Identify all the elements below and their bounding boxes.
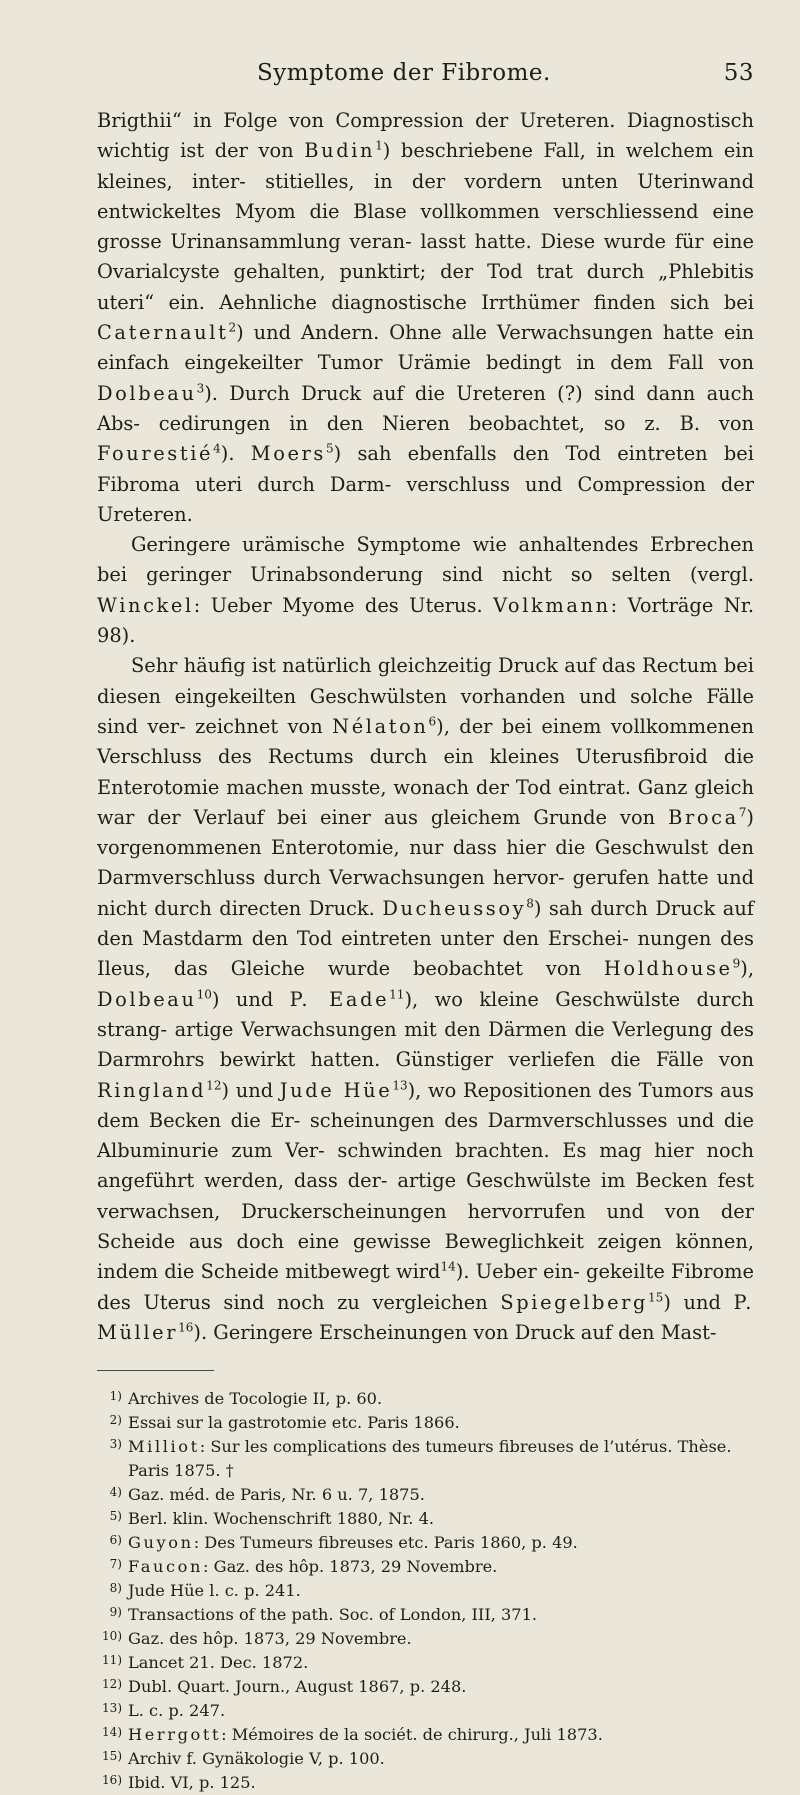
footnote-ref: 6 <box>428 714 437 729</box>
footnote-ref: 1 <box>375 138 383 153</box>
footnote <box>97 1507 754 1531</box>
footnote-ref: 13 <box>392 1078 408 1093</box>
footnote-text <box>128 1771 754 1795</box>
footnote <box>97 1387 754 1411</box>
footnote-number: 6) <box>109 1533 122 1548</box>
footnote <box>97 1579 754 1603</box>
text-run: Archives de Tocologie II, p. 60. <box>128 1389 383 1409</box>
footnote <box>97 1651 754 1675</box>
text-run: ) und <box>211 987 290 1011</box>
footnote-text <box>128 1387 754 1411</box>
text-run: Essai sur la gastrotomie etc. Paris 1866. <box>128 1413 460 1433</box>
page-number: 53 <box>723 60 754 86</box>
text-run: ) beschriebene Fall, in welchem ein kleines, inter- stitielles, in der vordern unten Uterinwand entwickeltes Myom die Blase vollkommen verschliessend eine grosse Urinansammlung veran- lasst hatte. Diese wurde für eine Ovarialcyste gehalten, punktirt; der Tod trat durch „Phlebitis uteri“ ein. Aehnliche diagnostische Irrthümer finden sich bei <box>97 139 754 314</box>
footnote-number: 2) <box>109 1413 122 1428</box>
text-run: Transactions of the path. Soc. of London, III, 371. <box>128 1605 538 1625</box>
text-run: Sehr häufig ist natürlich gleichzeitig Druck auf das Rectum bei diesen eingekeilten Geschwülsten vorhanden und solche Fälle sind ver- zeichnet von <box>97 654 754 738</box>
footnote-ref: 7 <box>738 805 747 820</box>
footnote-number: 7) <box>109 1557 122 1572</box>
footnote-text <box>128 1555 754 1579</box>
author-name: Broca <box>668 805 739 829</box>
text-run: ). Durch Druck auf die Ureteren (?) sind dann auch Abs- cedirungen in den Nieren beobachtet, so z. B. von <box>97 381 754 435</box>
text-run: : Sur les complications des tumeurs fibreuses de l’utérus. Thèse. Paris 1875. † <box>128 1437 732 1481</box>
footnote <box>97 1747 754 1771</box>
footnote-number: 15) <box>102 1749 122 1764</box>
footnote-ref: 3 <box>196 381 205 396</box>
footnote <box>97 1771 754 1795</box>
footnotes <box>97 1387 754 1795</box>
footnote-number: 11) <box>102 1653 122 1668</box>
footnote-text <box>128 1723 754 1747</box>
running-header <box>97 52 754 92</box>
footnote-number: 13) <box>102 1701 122 1716</box>
footnote-ref: 5 <box>325 441 334 456</box>
footnote <box>97 1483 754 1507</box>
footnote-number: 4) <box>109 1485 122 1500</box>
footnote-ref: 10 <box>196 987 212 1002</box>
footnote-text <box>128 1531 754 1555</box>
footnote-text <box>128 1483 754 1507</box>
footnote-number: 1) <box>109 1389 122 1404</box>
text-run: ). <box>220 442 251 466</box>
text-run: : Ueber Myome des Uterus. <box>193 593 494 617</box>
text-run: ) und <box>221 1078 280 1102</box>
footnote-text <box>128 1747 754 1771</box>
text-run: ). Geringere Erscheinungen von Druck auf den Mast- <box>193 1320 717 1344</box>
author-name: Guyon <box>128 1533 194 1553</box>
footnote <box>97 1435 754 1483</box>
footnote-separator <box>97 1370 214 1371</box>
footnote-ref: 15 <box>648 1290 664 1305</box>
text-run: : Gaz. des hôp. 1873, 29 Novembre. <box>203 1557 498 1577</box>
text-run: Berl. klin. Wochenschrift 1880, Nr. 4. <box>128 1509 435 1529</box>
footnote-number: 12) <box>102 1677 122 1692</box>
text-run: ) sah ebenfalls den Tod eintreten bei Fibroma uteri durch Darm- verschluss und Compression der Ureteren. <box>97 442 754 526</box>
author-name: Spiegelberg <box>500 1290 649 1314</box>
footnote <box>97 1675 754 1699</box>
author-name: Volkmann <box>493 593 611 617</box>
footnote <box>97 1411 754 1435</box>
footnote-text <box>128 1435 754 1483</box>
author-name: Ducheussoy <box>382 896 527 920</box>
author-name: P. Eade <box>289 987 390 1011</box>
body-text <box>97 106 754 1348</box>
footnote <box>97 1603 754 1627</box>
footnote <box>97 1555 754 1579</box>
text-run: ) und <box>663 1290 734 1314</box>
text-run: Gaz. méd. de Paris, Nr. 6 u. 7, 1875. <box>128 1485 425 1505</box>
author-name: Milliot <box>128 1437 200 1457</box>
footnote-text <box>128 1603 754 1627</box>
text-run: : Mémoires de la sociét. de chirurg., Juli 1873. <box>221 1725 603 1745</box>
footnote-ref: 11 <box>389 987 405 1002</box>
author-name: Budin <box>304 139 376 163</box>
footnote-number: 8) <box>109 1581 122 1596</box>
running-title: Symptome der Fibrome. <box>257 60 551 86</box>
footnote-ref: 2 <box>228 320 237 335</box>
author-name: Herrgott <box>128 1725 222 1745</box>
footnote-text <box>128 1651 754 1675</box>
footnote-text <box>128 1627 754 1651</box>
author-name: Caternault <box>97 321 229 345</box>
author-name: Holdhouse <box>603 957 733 981</box>
text-run: Brigthii“ in Folge von Compression der Ureteren. Diagnostisch wichtig ist der von <box>97 109 754 163</box>
author-name: Ringland <box>97 1078 207 1102</box>
text-run: ) vorgenommenen Enterotomie, nur dass hier die Geschwulst den Darmverschluss durch Verwachsungen hervor- gerufen hatte und nicht durch directen Druck. <box>97 805 754 920</box>
text-run: Ibid. VI, p. 125. <box>128 1773 256 1793</box>
footnote-number: 5) <box>109 1509 122 1524</box>
footnote <box>97 1723 754 1747</box>
footnote-ref: 4 <box>213 441 221 456</box>
text-run: ), der bei einem vollkommenen Verschluss des Rectums durch ein kleines Uterusfibroid die Enterotomie machen musste, wonach der Tod eintrat. Ganz gleich war der Verlauf bei einer aus gleichem Grunde von <box>97 714 754 829</box>
text-run: ) und Andern. Ohne alle Verwachsungen hatte ein einfach eingekeilter Tumor Urämie bedingt in dem Fall von <box>97 321 754 375</box>
text-run: Jude Hüe l. c. p. 241. <box>128 1581 301 1601</box>
footnote <box>97 1627 754 1651</box>
text-run: : Vorträge Nr. 98). <box>97 593 754 648</box>
paragraph <box>97 651 754 1348</box>
footnote-number: 14) <box>102 1725 122 1740</box>
text-run: ), wo Repositionen des Tumors aus dem Becken die Er- scheinungen des Darmverschlusses und die Albuminurie zum Ver- schwinden brachten. Es mag hier noch angeführt werden, dass der- artige Geschwülste im Becken fest verwachsen, Druckerscheinungen hervorrufen und von der Scheide aus doch eine gewisse Beweglichkeit zeigen können, indem die Scheide mitbewegt wird <box>97 1078 754 1284</box>
author-name: Jude Hüe <box>279 1078 393 1102</box>
footnote-ref: 16 <box>178 1320 194 1335</box>
footnote-number: 3) <box>109 1437 122 1452</box>
text-run: : Des Tumeurs fibreuses etc. Paris 1860, p. 49. <box>193 1533 578 1553</box>
text-run: Geringere urämische Symptome wie anhaltendes Erbrechen bei geringer Urinabsonderung sind nicht so selten (vergl. <box>97 533 754 587</box>
text-run: Archiv f. Gynäkologie V, p. 100. <box>128 1749 385 1769</box>
footnote-number: 9) <box>109 1605 122 1620</box>
author-name: Nélaton <box>332 714 429 738</box>
paragraph <box>97 530 754 651</box>
author-name: Winckel <box>97 593 194 617</box>
author-name: Fourestié <box>97 442 214 466</box>
footnote-ref: 9 <box>732 956 741 971</box>
footnote-text <box>128 1699 754 1723</box>
text-run: ). Ueber ein- gekeilte Fibrome des Uterus sind noch zu vergleichen <box>97 1260 754 1314</box>
author-name: P. Müller <box>97 1290 754 1344</box>
footnote-ref: 12 <box>206 1078 222 1093</box>
text-run: Gaz. des hôp. 1873, 29 Novembre. <box>128 1629 412 1649</box>
author-name: Moers <box>250 442 326 466</box>
footnote-text <box>128 1675 754 1699</box>
footnote-ref: 14 <box>440 1259 456 1274</box>
footnote-ref: 8 <box>526 896 534 911</box>
footnote-number: 10) <box>102 1629 122 1644</box>
footnote <box>97 1531 754 1555</box>
text-run: ) sah durch Druck auf den Mastdarm den Tod eintreten unter den Erschei- nungen des Ileus, das Gleiche wurde beobachtet von <box>97 896 754 981</box>
author-name: Faucon <box>128 1557 204 1577</box>
footnote-text <box>128 1411 754 1435</box>
author-name: Dolbeau <box>97 381 197 405</box>
footnote-text <box>128 1507 754 1531</box>
author-name: Dolbeau <box>97 987 197 1011</box>
footnote-number: 16) <box>102 1773 122 1788</box>
footnote-text <box>128 1579 754 1603</box>
text-run: Lancet 21. Dec. 1872. <box>128 1653 309 1673</box>
text-run: ), <box>740 957 754 981</box>
footnote <box>97 1699 754 1723</box>
text-run: Dubl. Quart. Journ., August 1867, p. 248. <box>128 1677 467 1697</box>
paragraph <box>97 106 754 530</box>
text-run: ), wo kleine Geschwülste durch strang- artige Verwachsungen mit den Därmen die Verlegung des Darmrohrs bewirkt hatten. Günstiger verliefen die Fälle von <box>97 987 754 1072</box>
text-run: L. c. p. 247. <box>128 1701 226 1721</box>
